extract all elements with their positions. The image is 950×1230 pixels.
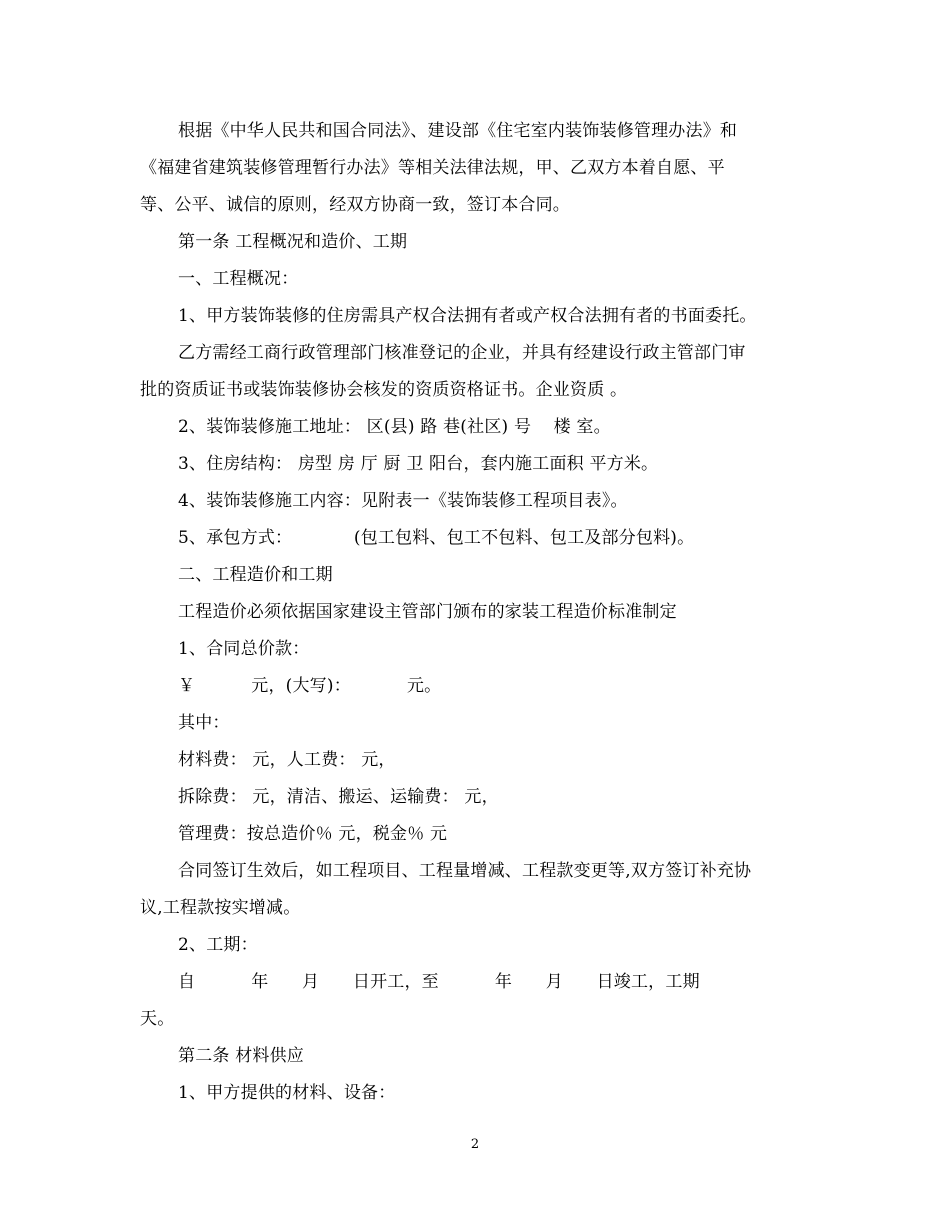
paragraph-line: 2、工期： <box>178 935 258 955</box>
paragraph-line: 《福建省建筑装修管理暂行办法》等相关法律法规，甲、乙双方本着自愿、平 <box>140 158 725 178</box>
section-heading: 第一条 工程概况和造价、工期 <box>178 232 408 252</box>
paragraph-line: 乙方需经工商行政管理部门核准登记的企业，并具有经建设行政主管部门审 <box>178 343 746 363</box>
paragraph-line: 3、住房结构： 房型 房 厅 厨 卫 阳台，套内施工面积 平方米。 <box>178 454 659 474</box>
paragraph-line: 其中： <box>178 713 230 733</box>
paragraph-line: 自 年 月 日开工，至 年 月 日竣工，工期 <box>178 972 700 992</box>
paragraph-line: 合同签订生效后，如工程项目、工程量增减、工程款变更等,双方签订补充协 <box>178 861 752 881</box>
paragraph-line: 1、甲方提供的材料、设备： <box>178 1083 396 1103</box>
paragraph-line: 1、甲方装饰装修的住房需具产权合法拥有者或产权合法拥有者的书面委托。 <box>178 306 757 326</box>
paragraph-line: 天。 <box>140 1009 175 1029</box>
paragraph-line: 2、装饰装修施工地址： 区(县) 路 巷(社区) 号 楼 室。 <box>178 417 611 437</box>
section-heading: 第二条 材料供应 <box>178 1046 305 1066</box>
paragraph-line: 材料费： 元，人工费： 元， <box>178 750 396 770</box>
paragraph-line: 等、公平、诚信的原则，经双方协商一致，签订本合同。 <box>140 195 570 215</box>
paragraph-line: 管理费：按总造价％ 元，税金％ 元 <box>178 824 448 844</box>
paragraph-line: 议,工程款按实增减。 <box>140 898 301 918</box>
paragraph-line: 4、装饰装修施工内容：见附表一《装饰装修工程项目表》。 <box>178 491 628 511</box>
paragraph-line: 根据《中华人民共和国合同法》、建设部《住宅室内装饰装修管理办法》和 <box>178 121 738 141</box>
paragraph-line: 拆除费： 元，清洁、搬运、运输费： 元， <box>178 787 499 807</box>
subsection-heading: 二、工程造价和工期 <box>178 565 333 585</box>
paragraph-line: 批的资质证书或装饰装修协会核发的资质资格证书。企业资质 。 <box>140 380 628 400</box>
paragraph-line: 5、承包方式： (包工包料、包工不包料、包工及部分包料)。 <box>178 528 695 548</box>
subsection-heading: 一、工程概况： <box>178 269 299 289</box>
page-number: 2 <box>470 1137 480 1152</box>
paragraph-line: 1、合同总价款： <box>178 639 310 659</box>
paragraph-line: ￥ 元，(大写)： 元。 <box>178 676 442 696</box>
paragraph-line: 工程造价必须依据国家建设主管部门颁布的家装工程造价标准制定 <box>178 602 677 622</box>
